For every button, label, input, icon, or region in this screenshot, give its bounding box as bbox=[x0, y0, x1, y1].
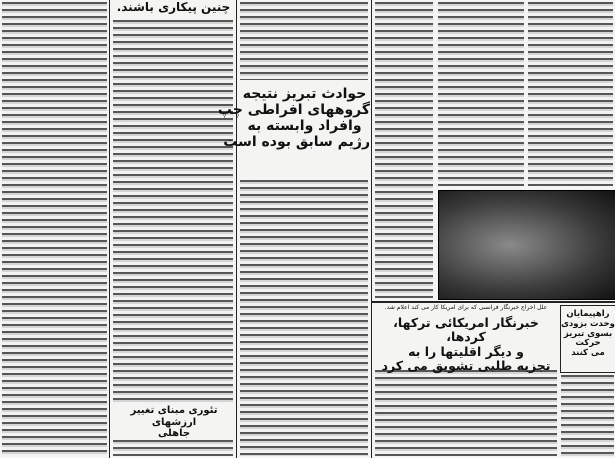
column-rule bbox=[236, 0, 237, 458]
headline-line: وافراد وابسته به bbox=[247, 118, 362, 135]
headline-line: بسوی تبریز bbox=[563, 328, 613, 339]
section-rule bbox=[372, 301, 615, 303]
column-rule bbox=[371, 0, 372, 458]
side-headline-box bbox=[560, 305, 615, 373]
text-column-7 bbox=[375, 370, 557, 456]
headline-line: تجزیه طلبی تشویق می کرد bbox=[381, 358, 551, 374]
headline-line: تئوری مبنای تغییر ارزشهای bbox=[130, 405, 218, 428]
headline-line: خبرنگار امریکائی ترکها، کردها، bbox=[393, 315, 539, 345]
headline-line: جاهلی bbox=[157, 428, 191, 439]
headline-line: و دیگر اقلیتها را به bbox=[408, 343, 524, 359]
side-headline bbox=[561, 310, 615, 359]
text-column-1 bbox=[2, 2, 107, 456]
text-column-2b bbox=[113, 440, 233, 456]
headline-line: گروههای افراطی چپ bbox=[217, 102, 370, 119]
photo-image bbox=[438, 190, 615, 300]
column-rule bbox=[109, 0, 110, 458]
text-column-4 bbox=[375, 2, 433, 298]
headline-line: راهپیمایان bbox=[566, 309, 610, 319]
headline-line: رژیم سابق بوده است bbox=[223, 134, 370, 151]
headline-top-left: چنین پیکاری باشند. bbox=[112, 1, 235, 15]
headline-line: می کنند bbox=[571, 348, 605, 359]
text-column-8 bbox=[561, 375, 614, 456]
foreign-headline bbox=[375, 316, 557, 374]
text-column-6 bbox=[528, 2, 613, 186]
kicker: علل اخراج خبرنگار فرانسی که برای امریکا کار می کند اعلام شد. bbox=[384, 304, 548, 311]
headline-line: حوادث تبریز نتیجه bbox=[242, 86, 367, 102]
text-column-3b bbox=[240, 180, 368, 456]
main-headline bbox=[217, 86, 370, 151]
text-column-2 bbox=[113, 20, 233, 403]
text-column-3a bbox=[240, 2, 368, 80]
text-column-5 bbox=[438, 2, 524, 186]
headline-bottom-left bbox=[114, 405, 234, 440]
headline-line: وحدت بزودی bbox=[561, 318, 615, 329]
headline-line: حرکت bbox=[575, 338, 601, 349]
